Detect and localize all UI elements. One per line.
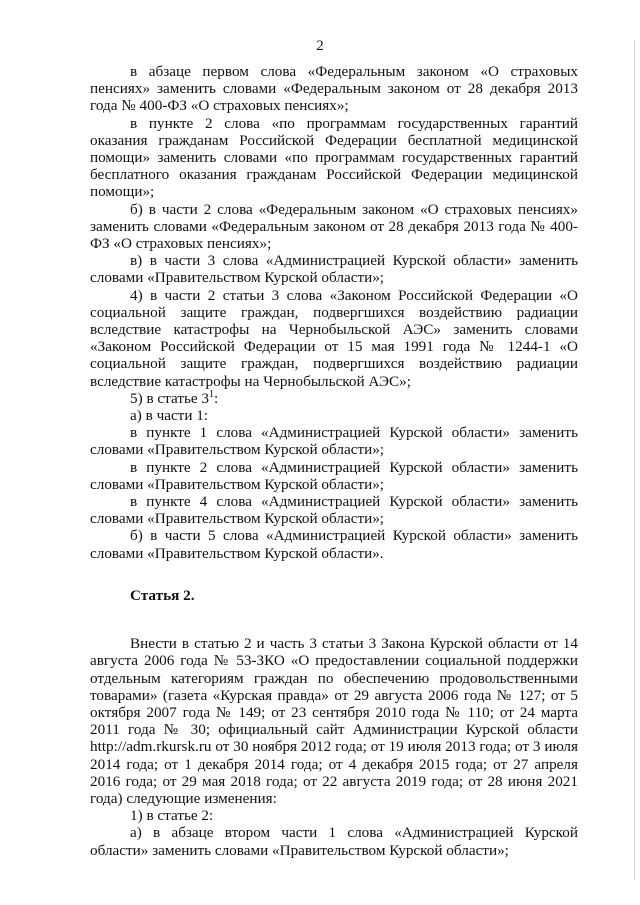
paragraph: б) в части 5 слова «Администрацией Курской области» заменить словами «Правительством Курской области». <box>90 527 578 562</box>
paragraph: в абзаце первом слова «Федеральным законом «О страховых пенсиях» заменить словами «Федеральным законом от 28 декабря 2013 года № 400-ФЗ «О страховых пенсиях»; <box>90 63 578 115</box>
item5-colon: : <box>214 389 219 407</box>
paragraph: в) в части 3 слова «Администрацией Курской области» заменить словами «Правительством Курской области»; <box>90 252 578 287</box>
paragraph: в пункте 4 слова «Администрацией Курской области» заменить словами «Правительством Курской области»; <box>90 493 578 528</box>
paragraph: в пункте 2 слова «по программам государственных гарантий оказания гражданам Российской Федерации бесплатной медицинской помощи» заменить словами «по программам государственных гарантий бесплатного оказания гражданам Российской Федерации медицинской помощи»; <box>90 114 578 201</box>
page-number: 2 <box>316 38 324 54</box>
paragraph: а) в части 1: <box>130 407 209 425</box>
paragraph: в пункте 2 слова «Администрацией Курской области» заменить словами «Правительством Курской области»; <box>90 458 578 493</box>
paragraph: Внести в статью 2 и часть 3 статьи 3 Закона Курской области от 14 августа 2006 года № 53-ЗКО «О предоставлении социальной поддержки отдельным категориям граждан по обеспечению продовольственными товарами» (газета «Курская правда» от 29 августа 2006 года № 127; от 5 октября 2007 года № 149; от 23 сентября 2010 года № 110; от 24 марта 2011 года № 30; официальный сайт Администрации Курской области http://adm.rkursk.ru от 30 ноября 2012 года; от 19 июля 2013 года; от 3 июля 2014 года; от 1 декабря 2014 года; от 4 декабря 2015 года; от 27 апреля 2016 года; от 29 мая 2018 года; от 22 августа 2019 года; от 28 июня 2021 года) следующие изменения: <box>90 635 578 807</box>
paragraph: а) в абзаце втором части 1 слова «Администрацией Курской области» заменить словами «Правительством Курской области»; <box>90 824 578 859</box>
item5-superscript: 1 <box>209 388 215 400</box>
spacer <box>90 604 578 635</box>
scan-edge-divider <box>634 40 635 880</box>
paragraph: 4) в части 2 статьи 3 слова «Законом Российской Федерации «О социальной защите граждан, подвергшихся воздействию радиации вследствие катастрофы на Чернобыльской АЭС» заменить словами «Законом Российской Федерации от 15 мая 1991 года № 1244-1 «О социальной защите граждан, подвергшихся воздействию радиации вследствие катастрофы на Чернобыльской АЭС»; <box>90 286 578 390</box>
paragraph: 1) в статье 2: <box>130 807 214 825</box>
item5-text: 5) в статье 3 <box>130 389 210 407</box>
article-heading: Статья 2. <box>130 586 195 604</box>
spacer <box>90 562 578 587</box>
paragraph: в пункте 1 слова «Администрацией Курской области» заменить словами «Правительством Курской области»; <box>90 424 578 459</box>
paragraph: б) в части 2 слова «Федеральным законом «О страховых пенсиях» заменить словами «Федеральным законом от 28 декабря 2013 года № 400-ФЗ «О страховых пенсиях»; <box>90 200 578 253</box>
document-body <box>90 63 578 859</box>
paragraph-item-5 <box>90 390 578 407</box>
